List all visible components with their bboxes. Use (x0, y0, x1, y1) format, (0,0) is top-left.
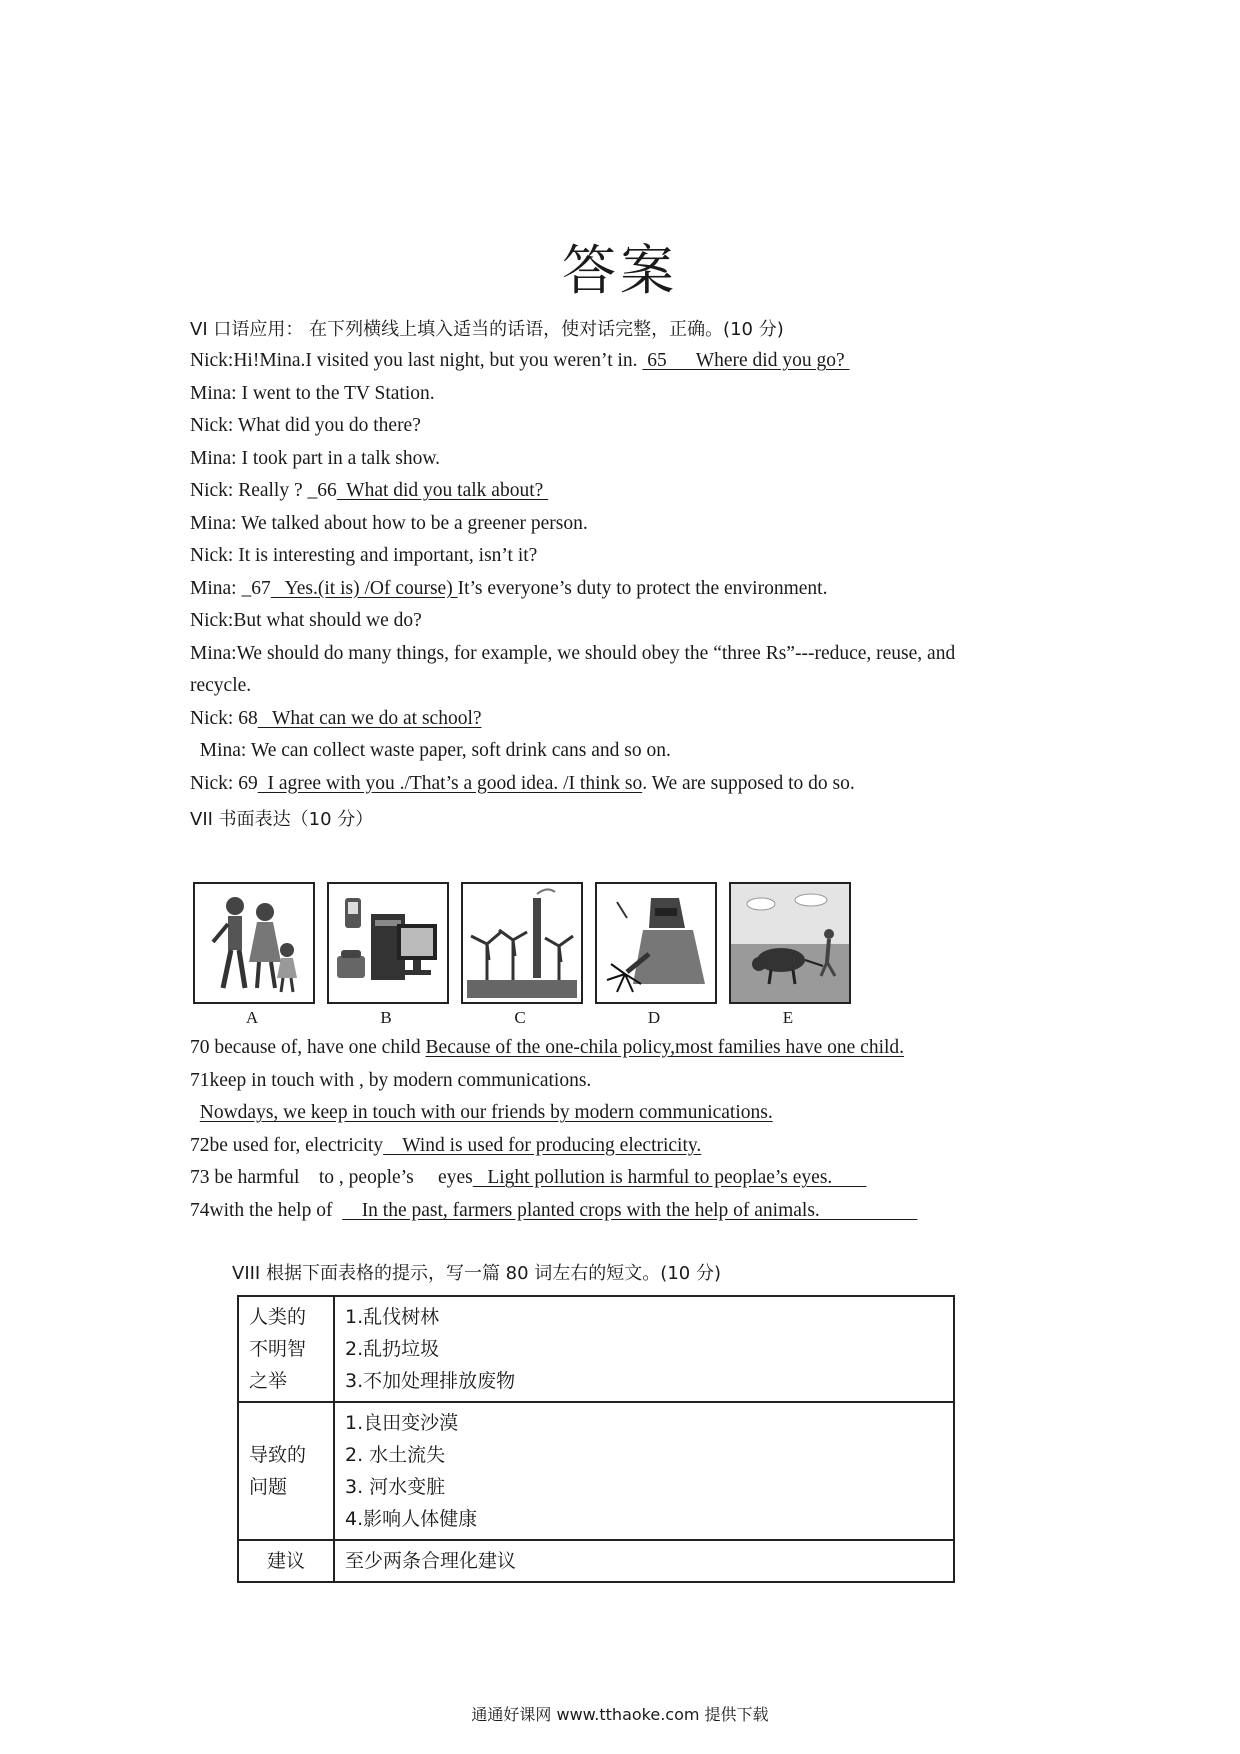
prompt-text: . We are supposed to do so. (642, 772, 855, 794)
prompt-text: 73 be harmful to , people’s eyes (190, 1167, 473, 1189)
list-item: 至少两条合理化建议 (345, 1550, 517, 1572)
list-item: 4.影响人体健康 (345, 1508, 478, 1530)
list-item (190, 642, 955, 666)
picture-label-e: E (782, 1008, 794, 1027)
list-item (190, 1036, 904, 1060)
row-label-line: 问题 (249, 1476, 288, 1498)
prompt-text: Nick:But what should we do? (190, 610, 422, 631)
list-item (190, 707, 482, 731)
row-label-line: 人类的 (249, 1306, 307, 1328)
row-label (238, 1402, 334, 1540)
list-item (190, 772, 855, 796)
list-item (190, 1199, 917, 1223)
list-item (190, 609, 422, 633)
row-label (238, 1296, 334, 1402)
picture-label-b: B (380, 1008, 392, 1027)
list-item: 1.良田变沙漠 (345, 1412, 459, 1434)
prompt-text: Mina: I went to the TV Station. (190, 382, 435, 404)
table-row (238, 1296, 954, 1402)
row-label-line: 导致的 (249, 1444, 307, 1466)
list-item (190, 674, 251, 698)
picture-label-c: C (514, 1008, 526, 1027)
list-item (190, 739, 671, 763)
prompt-text: Nick: It is interesting and important, isn’t it? (190, 545, 538, 566)
family-walking-icon (193, 882, 315, 1004)
list-item (190, 1069, 591, 1093)
row-items (334, 1296, 954, 1402)
row-label-line: 建议 (266, 1550, 305, 1572)
prompt-text: Mina: _67 (190, 577, 271, 599)
prompt-text: 70 because of, have one child (190, 1037, 426, 1058)
writing-prompt-table (237, 1295, 955, 1583)
answer-text: Because of the one-chila policy,most families have one child. (425, 1037, 905, 1058)
answer-text: Nowdays, we keep in touch with our friends by modern communications. (199, 1102, 773, 1124)
prompt-text: Mina: We can collect waste paper, soft drink cans and so on. (190, 740, 671, 761)
welder-icon (595, 882, 717, 1004)
prompt-text: 71keep in touch with , by modern communications. (190, 1069, 592, 1091)
list-item: 3.不加处理排放废物 (345, 1370, 516, 1392)
answer-text: Yes.(it is) /Of course) (270, 577, 458, 599)
list-item (190, 512, 588, 536)
page-title: 答案 (562, 239, 678, 302)
list-item: 2. 水土流失 (345, 1444, 446, 1466)
answer-text: 65 Where did you go? (642, 350, 850, 371)
table-row (238, 1402, 954, 1540)
row-label (238, 1540, 334, 1582)
answer-text: What did you talk about? (336, 480, 549, 501)
list-item (190, 577, 827, 601)
prompt-text: It’s everyone’s duty to protect the environment. (457, 577, 828, 599)
list-item: 3. 河水变脏 (345, 1476, 446, 1498)
prompt-text: Mina: We talked about how to be a greener person. (190, 512, 588, 534)
wind-turbines-icon (461, 882, 583, 1004)
list-item (190, 544, 537, 568)
prompt-text: Nick: 68 (190, 707, 258, 729)
answer-text: Wind is used for producing electricity. (383, 1134, 702, 1156)
picture-label-a: A (245, 1008, 259, 1027)
answer-text: Light pollution is harmful to peoplae’s eyes. (472, 1167, 867, 1189)
prompt-text: recycle. (190, 675, 252, 696)
list-item (190, 1134, 701, 1158)
prompt-text (190, 1102, 200, 1123)
row-items (334, 1402, 954, 1540)
list-item (190, 447, 440, 471)
list-item: 1.乱伐树林 (345, 1306, 440, 1328)
list-item (190, 349, 849, 373)
footer-credit: 通通好课网 www.tthaoke.com 提供下载 (471, 1705, 769, 1724)
list-item (190, 414, 421, 438)
section-7-heading: VII 书面表达（10 分） (190, 809, 374, 830)
picture-strip (193, 882, 853, 1027)
row-label-line: 不明智 (249, 1338, 307, 1360)
list-item (190, 479, 548, 503)
picture-label-d: D (647, 1008, 661, 1027)
list-item (190, 1166, 866, 1190)
answer-text: In the past, farmers planted crops with the help of animals. (342, 1200, 918, 1221)
prompt-text: Nick: 69 (190, 772, 258, 794)
table-row (238, 1540, 954, 1582)
prompt-text: 74with the help of (190, 1200, 343, 1221)
prompt-text: Nick: What did you do there? (190, 415, 421, 436)
section-6-heading: VI 口语应用： 在下列横线上填入适当的话语，使对话完整，正确。(10 分) (190, 319, 784, 340)
list-item (190, 382, 435, 406)
list-item (190, 1101, 773, 1125)
phone-computer-icon (327, 882, 449, 1004)
prompt-text: Mina: I took part in a talk show. (190, 447, 441, 469)
row-label-line: 之举 (249, 1370, 288, 1392)
row-label-line (249, 1407, 323, 1439)
list-item: 2.乱扔垃圾 (345, 1338, 440, 1360)
prompt-text: Nick:Hi!Mina.I visited you last night, but you weren’t in. (190, 350, 643, 371)
prompt-text: 72be used for, electricity (190, 1134, 384, 1156)
farmer-ox-plough-icon (729, 882, 851, 1004)
answer-text: I agree with you ./That’s a good idea. /I think so (257, 772, 643, 794)
row-items (334, 1540, 954, 1582)
answer-text: What can we do at school? (257, 707, 482, 729)
section-8-heading: VIII 根据下面表格的提示，写一篇 80 词左右的短文。(10 分) (232, 1263, 721, 1284)
prompt-text: Mina:We should do many things, for example, we should obey the “three Rs”---reduce, reuse, and (190, 642, 956, 664)
prompt-text: Nick: Really ? _66 (190, 480, 337, 501)
